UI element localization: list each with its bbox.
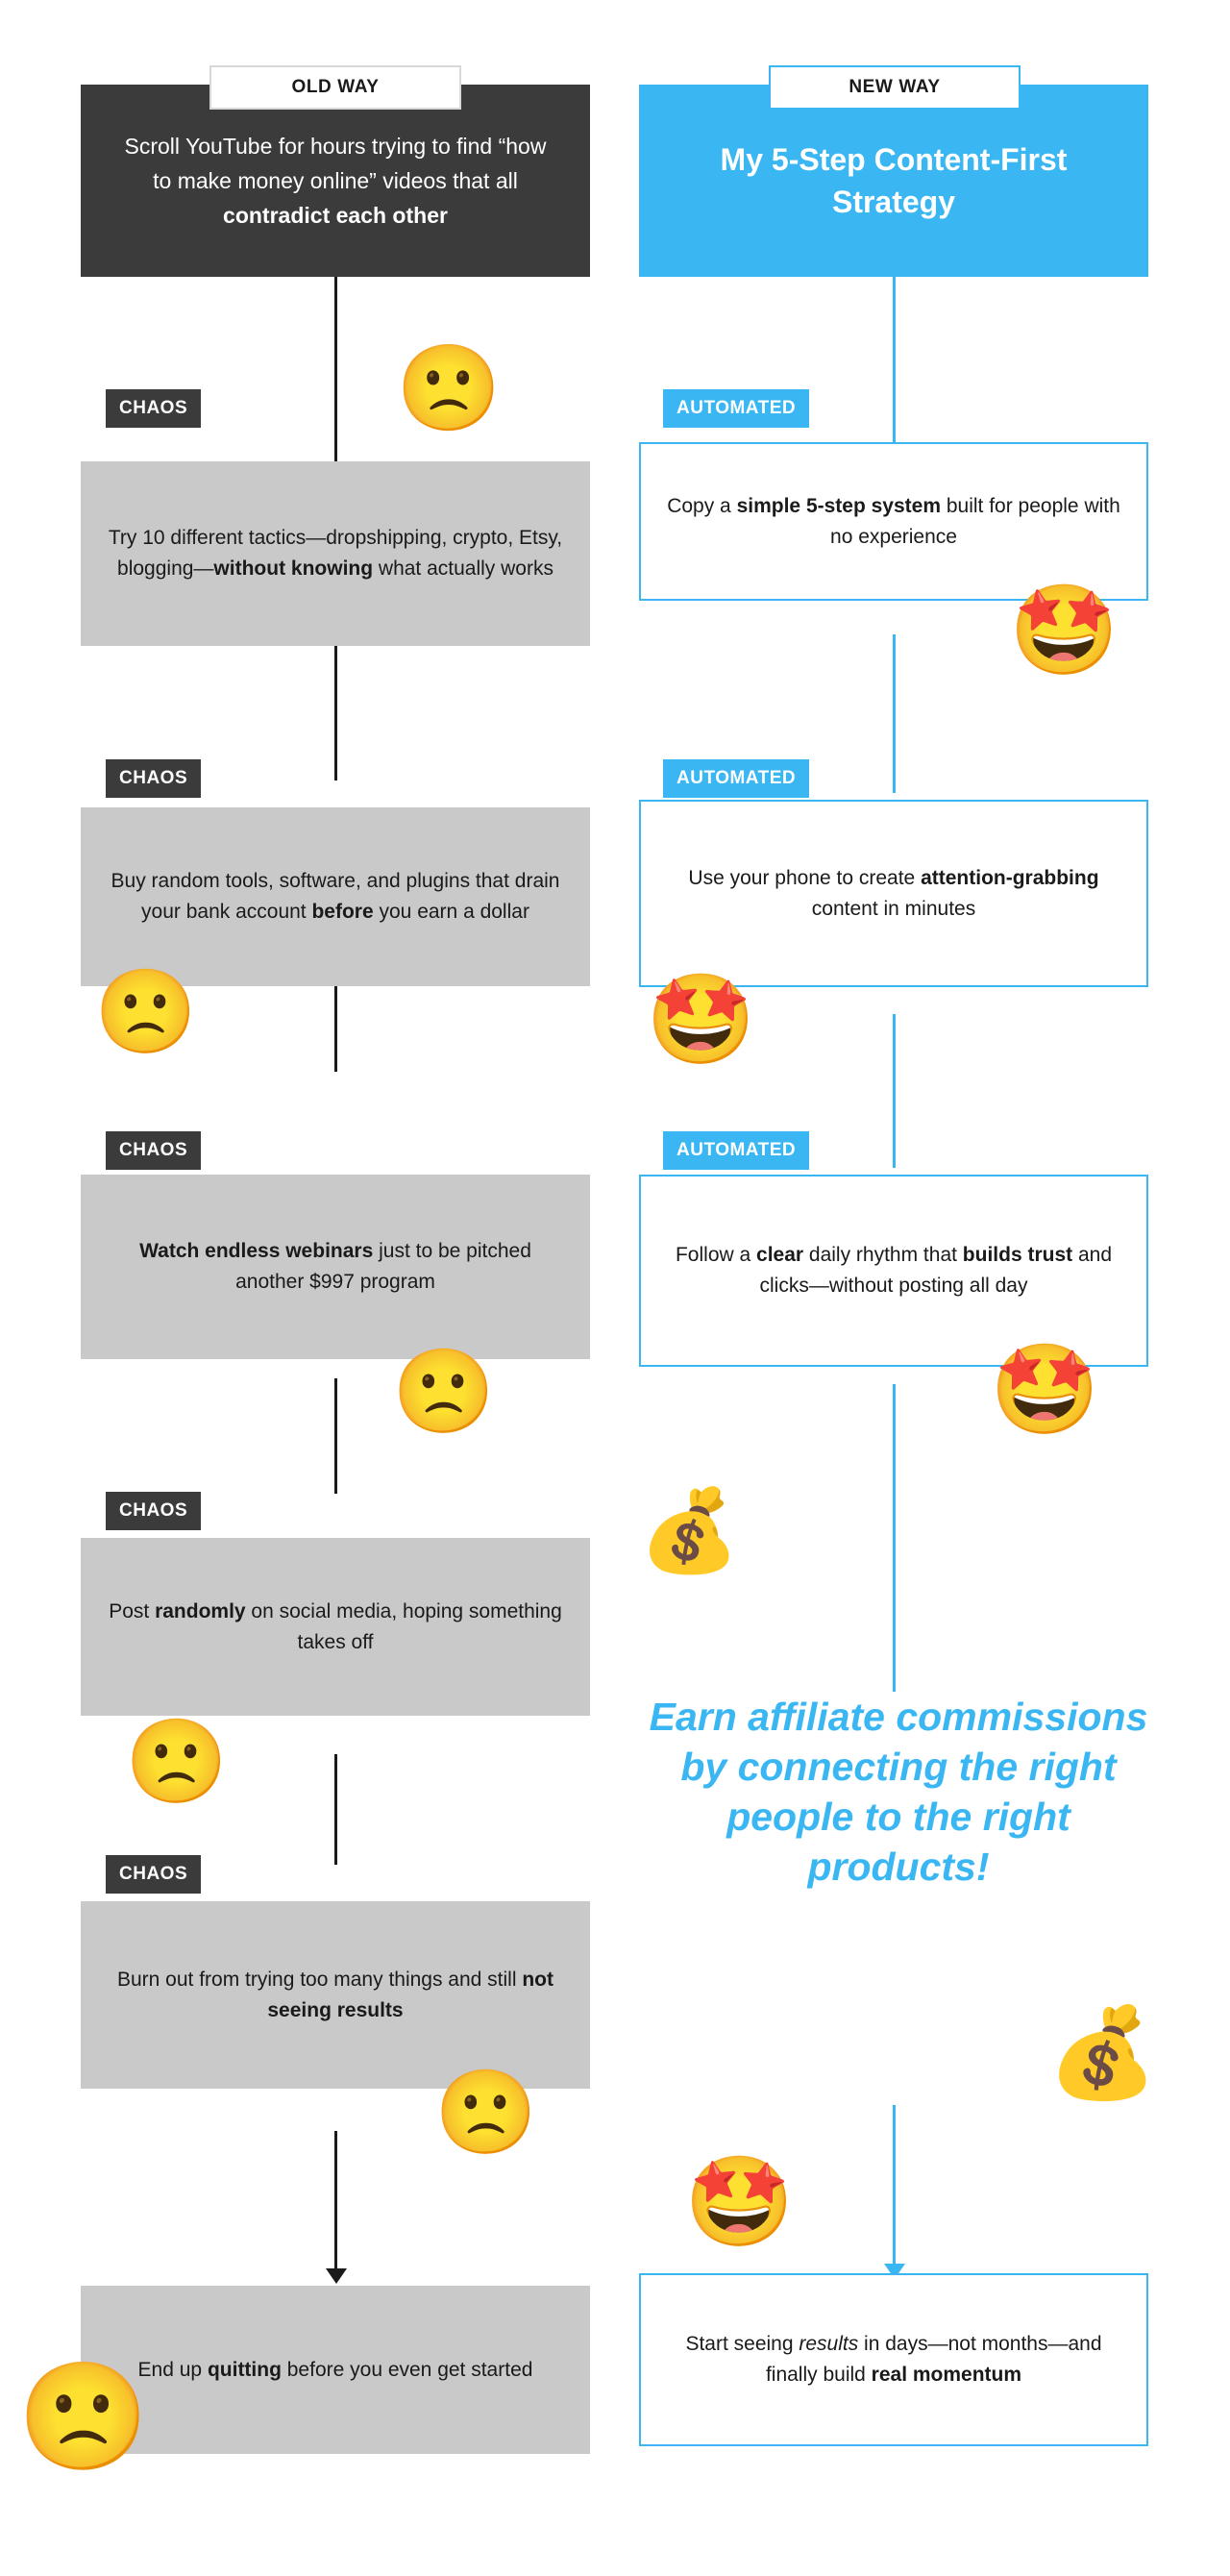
star-struck-icon-4: 🤩 [684,2153,795,2251]
sad-face-icon-2: 🙁 [94,966,198,1058]
money-bag-icon-1: 💰 [639,1485,740,1575]
label-chaos-3: CHAOS [106,1131,201,1170]
connector-old-1 [334,277,337,479]
new-step-2 [639,800,1148,987]
new-step-3-text: Follow a clear daily rhythm that builds trust and clicks—without posting all day [675,1244,1113,1297]
new-step-4 [639,2273,1148,2446]
connector-old-5 [334,1754,337,1865]
new-step-4-text: Start seeing results in days—not months—and finally build real momentum [685,2333,1102,2386]
connector-old-6 [334,2131,337,2280]
label-automated-2: AUTOMATED [663,759,809,798]
old-step-5-text: Burn out from trying too many things and still not seeing results [116,1968,554,2021]
connector-new-2 [893,634,896,793]
sad-face-icon-4: 🙁 [125,1716,229,1808]
connector-new-3 [893,1014,896,1168]
sad-face-icon-1: 🙁 [396,340,502,435]
arrow-old-final [326,2268,347,2284]
old-way-header [81,85,590,277]
new-step-3 [639,1175,1148,1367]
label-chaos-5: CHAOS [106,1855,201,1894]
connector-new-1 [893,277,896,450]
label-chaos-4: CHAOS [106,1492,201,1530]
new-step-2-text: Use your phone to create attention-grabbing content in minutes [688,866,1099,920]
old-step-2-text: Buy random tools, software, and plugins that drain your bank account before you earn a dollar [111,870,560,923]
old-step-6-text: End up quitting before you even get started [137,2358,533,2381]
label-chaos-2: CHAOS [106,759,201,798]
old-step-4-text: Post randomly on social media, hoping something takes off [109,1599,562,1653]
old-step-3-text: Watch endless webinars just to be pitched another $997 program [139,1240,531,1293]
old-step-3 [81,1175,590,1359]
tab-new-way: NEW WAY [769,65,1021,110]
tab-old-way: OLD WAY [209,65,461,110]
sad-face-icon-5: 🙁 [434,2067,538,2159]
connector-new-5 [893,2105,896,2273]
old-step-4 [81,1538,590,1716]
connector-new-4 [893,1384,896,1692]
old-step-1-text: Try 10 different tactics—dropshipping, crypto, Etsy, blogging—without knowing what actually works [108,527,563,580]
star-struck-icon-2: 🤩 [646,971,756,1069]
sad-face-icon-3: 🙁 [392,1346,496,1438]
old-way-header-text: Scroll YouTube for hours trying to find “how to make money online” videos that all contradict each other [124,134,547,228]
old-step-2 [81,807,590,986]
old-step-5 [81,1901,590,2089]
old-step-6 [81,2286,590,2454]
new-way-header [639,85,1148,277]
star-struck-icon-1: 🤩 [1009,582,1119,680]
sad-face-icon-6: 🙁 [17,2358,149,2476]
label-automated-3: AUTOMATED [663,1131,809,1170]
connector-old-4 [334,1378,337,1494]
star-struck-icon-3: 🤩 [990,1341,1100,1439]
money-bag-icon-2: 💰 [1047,2004,1158,2102]
tagline: Earn affiliate commissions by connecting the right people to the right products! [649,1695,1148,1889]
label-automated-1: AUTOMATED [663,389,809,428]
label-chaos-1: CHAOS [106,389,201,428]
new-way-header-text: My 5-Step Content-First Strategy [720,142,1068,219]
old-step-1 [81,461,590,646]
new-step-1 [639,442,1148,601]
connector-old-2 [334,646,337,780]
new-step-1-text: Copy a simple 5-step system built for people with no experience [667,494,1120,548]
